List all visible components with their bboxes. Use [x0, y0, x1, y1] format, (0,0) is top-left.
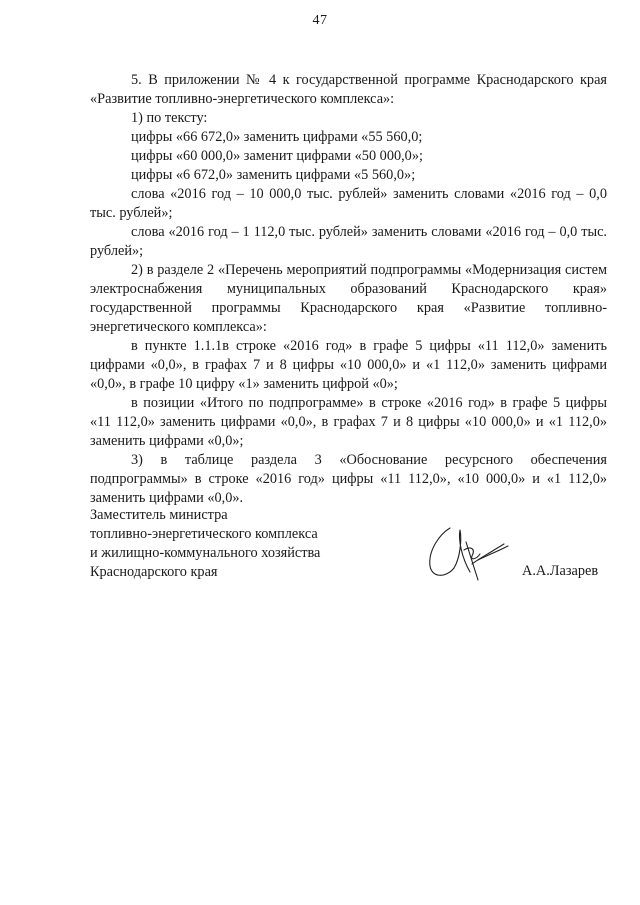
paragraph-replace-4: слова «2016 год – 10 000,0 тыс. рублей» заменить словами «2016 год – 0,0 тыс. рублей»;: [90, 186, 607, 221]
position-line: Краснодарского края: [90, 564, 218, 580]
paragraph-item-1: 1) по тексту:: [131, 110, 208, 126]
position-line: Заместитель министра: [90, 507, 228, 523]
paragraph-item-2-point: в пункте 1.1.1в строке «2016 год» в графе 5 цифры «11 112,0» заменить цифрами «0,0», в графах 7 и 8 цифры «10 000,0» и «1 112,0» заменить цифрами «0,0», в графе 10 цифру «1» заменить цифрой «0»;: [90, 338, 607, 392]
paragraph-item-3: 3) в таблице раздела 3 «Обоснование ресурсного обеспечения подпрограммы» в строке «2016 год» цифры «11 112,0», «10 000,0» и «1 112,0» заменить цифрами «0,0».: [90, 452, 607, 506]
paragraph-replace-1: цифры «66 672,0» заменить цифрами «55 560,0;: [131, 129, 423, 145]
paragraph-item-2-total: в позиции «Итого по подпрограмме» в строке «2016 год» в графе 5 цифры «11 112,0» заменить цифрами «0,0», в графах 7 и 8 цифры «10 000,0» и «1 112,0» заменить цифрами «0,0»;: [90, 395, 607, 449]
paragraph-item-2: 2) в разделе 2 «Перечень мероприятий подпрограммы «Модернизация систем электроснабжения муниципальных образований Краснодарского края» государственной программы Краснодарского края «Развитие топливно-энергетического комплекса»:: [90, 262, 607, 335]
position-line: и жилищно-коммунального хозяйства: [90, 545, 321, 561]
page-number: 47: [312, 13, 328, 28]
document-body: [90, 71, 607, 508]
handwritten-signature: [420, 520, 520, 588]
signature-block: [90, 506, 620, 606]
signatory-name: А.А.Лазарев: [522, 563, 599, 579]
position-line: топливно-энергетического комплекса: [90, 526, 318, 542]
paragraph-replace-3: цифры «6 672,0» заменить цифрами «5 560,0»;: [131, 167, 416, 183]
paragraph-replace-5: слова «2016 год – 1 112,0 тыс. рублей» заменить словами «2016 год – 0,0 тыс. рублей»;: [90, 224, 607, 259]
paragraph-replace-2: цифры «60 000,0» заменит цифрами «50 000,0»;: [131, 148, 423, 164]
paragraph-intro: 5. В приложении № 4 к государственной программе Краснодарского края «Развитие топливно-энергетического комплекса»:: [90, 72, 607, 107]
